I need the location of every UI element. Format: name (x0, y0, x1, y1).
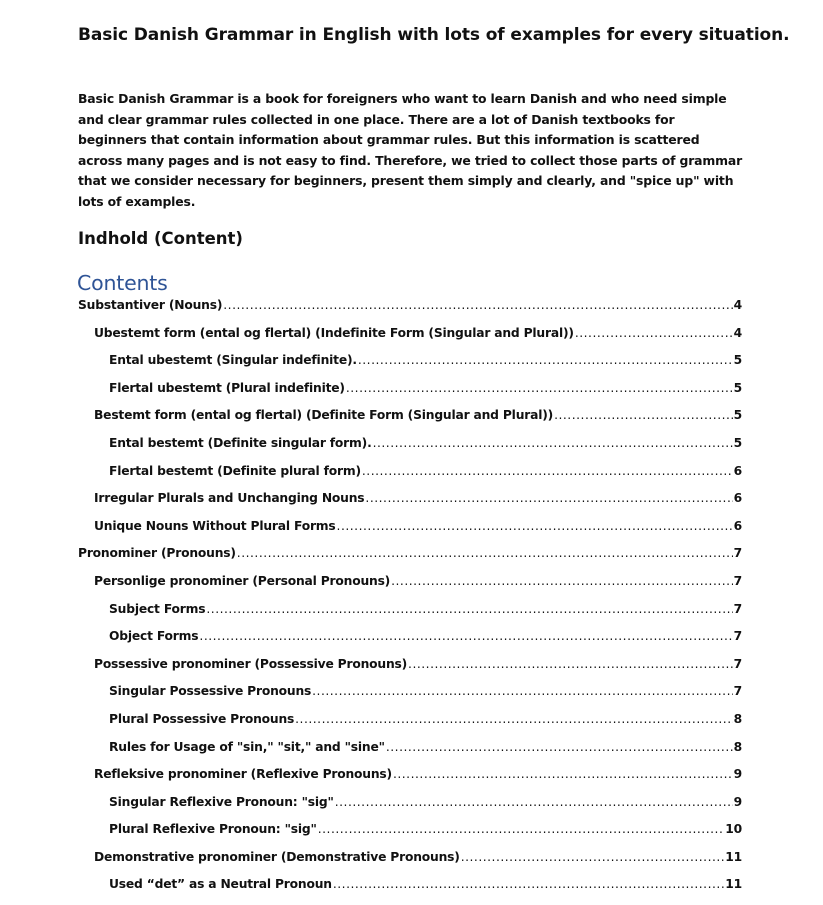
toc-entry-title: Flertal bestemt (Definite plural form) (109, 463, 361, 478)
toc-entry[interactable] (78, 657, 742, 685)
toc-entry[interactable] (78, 546, 742, 574)
toc-leader-dots (333, 877, 724, 891)
toc-leader-dots (365, 491, 732, 505)
toc-leader-dots (386, 740, 733, 754)
toc-leader-dots (461, 850, 725, 864)
toc-entry-page-number: 5 (733, 435, 742, 450)
toc-entry-page-number: 6 (733, 463, 742, 478)
toc-entry[interactable] (78, 629, 742, 657)
toc-entry-page-number: 6 (733, 518, 742, 533)
toc-entry[interactable] (78, 464, 742, 492)
toc-leader-dots (554, 408, 733, 422)
document-title: Basic Danish Grammar in English with lots of examples for every situation. (78, 25, 790, 45)
toc-leader-dots (408, 657, 733, 671)
toc-entry-title: Singular Possessive Pronouns (109, 684, 312, 699)
toc-leader-dots (358, 353, 733, 367)
toc-leader-dots (393, 767, 733, 781)
toc-entry-title: Demonstrative pronominer (Demonstrative Pronouns) (94, 849, 460, 864)
toc-entry[interactable] (78, 850, 742, 878)
toc-entry-page-number: 7 (733, 546, 742, 561)
toc-entry-title: Ubestemt form (ental og flertal) (Indefinite Form (Singular and Plural)) (94, 325, 574, 340)
toc-leader-dots (575, 326, 733, 340)
toc-entry-page-number: 7 (733, 601, 742, 616)
toc-leader-dots (199, 629, 732, 643)
toc-entry-title: Plural Reflexive Pronoun: "sig" (109, 822, 317, 837)
toc-entry-page-number: 8 (733, 711, 742, 726)
toc-entry-page-number: 5 (733, 353, 742, 368)
content-heading: Indhold (Content) (78, 229, 243, 248)
toc-entry-page-number: 7 (733, 656, 742, 671)
toc-entry-page-number: 11 (725, 849, 742, 864)
toc-entry-page-number: 7 (733, 684, 742, 699)
toc-entry-title: Possessive pronominer (Possessive Pronouns) (94, 656, 408, 671)
toc-entry-page-number: 9 (733, 767, 742, 782)
toc-leader-dots (206, 602, 732, 616)
toc-entry-title: Bestemt form (ental og flertal) (Definite Form (Singular and Plural)) (94, 408, 554, 423)
toc-entry[interactable] (78, 767, 742, 795)
toc-entry[interactable] (78, 795, 742, 823)
toc-entry-page-number: 7 (733, 629, 742, 644)
toc-entry-page-number: 4 (733, 325, 742, 340)
toc-entry-title: Object Forms (109, 629, 199, 644)
toc-entry-page-number: 5 (733, 408, 742, 423)
toc-entry[interactable] (78, 436, 742, 464)
toc-entry-title: Singular Reflexive Pronoun: "sig" (109, 794, 334, 809)
toc-entry[interactable] (78, 712, 742, 740)
toc-entry-title: Subject Forms (109, 601, 206, 616)
toc-entry[interactable] (78, 381, 742, 409)
toc-entry[interactable] (78, 298, 742, 326)
toc-leader-dots (346, 381, 733, 395)
toc-entry-page-number: 6 (733, 491, 742, 506)
toc-leader-dots (223, 298, 732, 312)
toc-leader-dots (237, 546, 733, 560)
toc-entry[interactable] (78, 519, 742, 547)
toc-leader-dots (335, 795, 733, 809)
toc-entry-page-number: 9 (733, 794, 742, 809)
toc-entry-page-number: 7 (733, 573, 742, 588)
toc-entry-title: Irregular Plurals and Unchanging Nouns (94, 491, 365, 506)
toc-entry[interactable] (78, 602, 742, 630)
toc-entry[interactable] (78, 408, 742, 436)
toc-entry-title: Ental bestemt (Definite singular form). (109, 435, 372, 450)
toc-entry-title: Substantiver (Nouns) (78, 298, 223, 312)
toc-entry-title: Rules for Usage of "sin," "sit," and "sine" (109, 739, 385, 754)
toc-leader-dots (337, 519, 733, 533)
toc-entry-page-number: 8 (733, 739, 742, 754)
toc-leader-dots (362, 464, 733, 478)
toc-entry-title: Ental ubestemt (Singular indefinite). (109, 353, 357, 368)
toc-entry-page-number: 5 (733, 380, 742, 395)
toc-entry-title: Pronominer (Pronouns) (78, 546, 236, 561)
toc-entry-title: Used “det” as a Neutral Pronoun (109, 877, 332, 892)
toc-entry-title: Unique Nouns Without Plural Forms (94, 518, 336, 533)
toc-entry[interactable] (78, 491, 742, 519)
toc-entry[interactable] (78, 877, 742, 905)
toc-entry-title: Refleksive pronominer (Reflexive Pronouns) (94, 767, 392, 782)
toc-entry-page-number: 4 (733, 298, 742, 312)
toc-leader-dots (318, 822, 725, 836)
toc-entry[interactable] (78, 353, 742, 381)
toc-entry[interactable] (78, 574, 742, 602)
toc-entry[interactable] (78, 684, 742, 712)
intro-paragraph: Basic Danish Grammar is a book for foreigners who want to learn Danish and who need simple and clear grammar rules collected in one place. There are a lot of Danish textbooks for beginners that contain information about grammar rules. But this information is scattered across many pages and is not easy to find. Therefore, we tried to collect those parts of grammar that we consider necessary for beginners, present them simply and clearly, and "spice up" with lots of examples. (78, 91, 743, 209)
contents-title: Contents (77, 271, 168, 295)
toc-leader-dots (312, 684, 733, 698)
toc-entry-page-number: 11 (725, 877, 742, 892)
toc-entry[interactable] (78, 326, 742, 354)
toc-entry-title: Plural Possessive Pronouns (109, 711, 295, 726)
toc-entry-title: Personlige pronominer (Personal Pronouns) (94, 573, 391, 588)
toc-entry-title: Flertal ubestemt (Plural indefinite) (109, 380, 345, 395)
table-of-contents (78, 298, 742, 905)
toc-leader-dots (295, 712, 733, 726)
toc-leader-dots (373, 436, 733, 450)
toc-entry[interactable] (78, 740, 742, 768)
toc-entry-page-number: 10 (725, 822, 742, 837)
toc-entry[interactable] (78, 822, 742, 850)
toc-leader-dots (391, 574, 733, 588)
